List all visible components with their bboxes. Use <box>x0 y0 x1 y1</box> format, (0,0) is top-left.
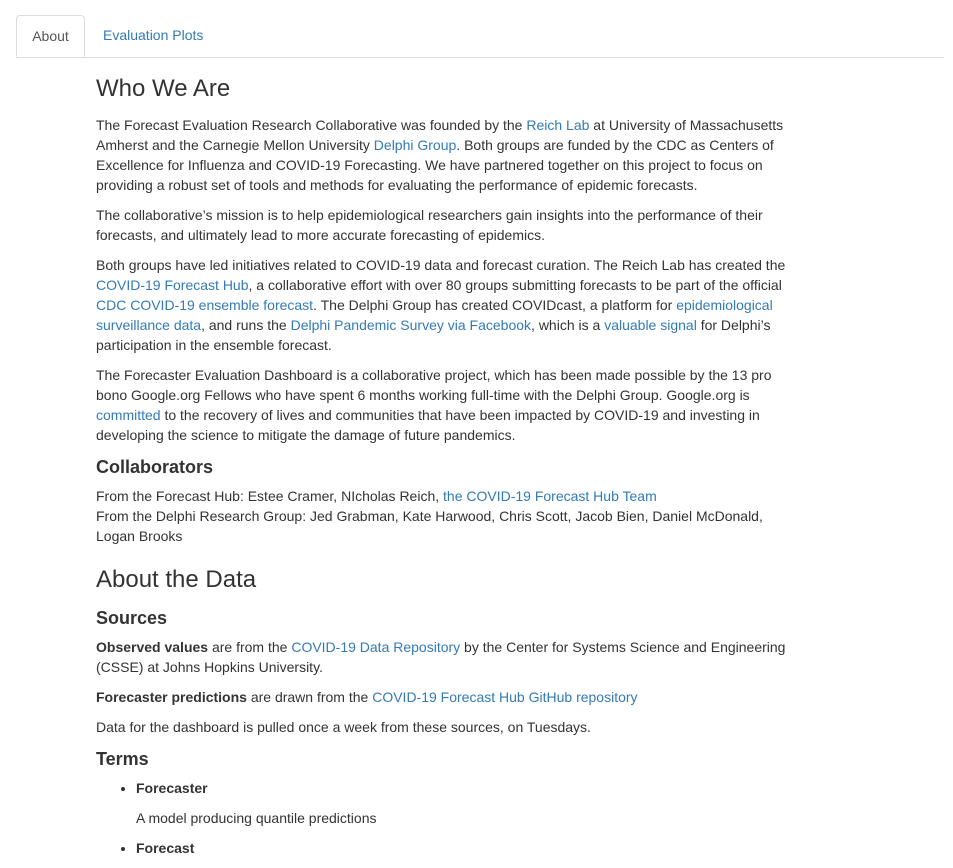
about-content <box>96 73 796 868</box>
forecaster-predictions-paragraph <box>96 687 796 707</box>
mission-paragraph: The collaborative’s mission is to help epidemiological researchers gain insights into the performance of their forecasts, and ultimately lead to more accurate forecasting of epidemics. <box>96 207 763 243</box>
initiatives-text: , a collaborative effort with over 80 groups submitting forecasts to be part of the official <box>248 277 782 293</box>
collaborators-list <box>96 486 796 546</box>
dashboard-text: to the recovery of lives and communities that have been impacted by COVID-19 and investing in developing the science to mitigate the damage of future pandemics. <box>96 407 760 443</box>
valuable-signal-link[interactable]: valuable signal <box>604 317 697 333</box>
predictions-text: are drawn from the <box>246 689 373 705</box>
initiatives-text: , which is a <box>531 317 605 333</box>
forecaster-predictions-label: Forecaster predictions <box>96 689 247 705</box>
reich-lab-link[interactable]: Reich Lab <box>526 117 590 133</box>
observed-values-label: Observed values <box>96 639 209 655</box>
about-the-data-heading: About the Data <box>96 566 257 593</box>
terms-heading: Terms <box>96 749 149 769</box>
intro-text: . Both groups are funded by the CDC as Centers of Excellence for Influenza and COVID-19 Forecasting. We have partnered together on this project to focus on providing a robust set of tools and methods for evaluating the performance of epidemic forecasts. <box>96 137 774 193</box>
tab-evaluation-plots[interactable]: Evaluation Plots <box>103 27 204 43</box>
committed-link[interactable]: committed <box>96 407 161 423</box>
initiatives-text: , and runs the <box>201 317 291 333</box>
forecast-hub-github-link[interactable]: COVID-19 Forecast Hub GitHub repository <box>372 689 638 705</box>
collaborators-heading: Collaborators <box>96 457 214 477</box>
who-we-are-heading: Who We Are <box>96 75 231 102</box>
term-name: • Forecast <box>136 840 195 856</box>
tab-bar <box>16 15 944 58</box>
observed-text: by the Center for Systems Science and Engineering (CSSE) at Johns Hopkins University. <box>96 639 786 675</box>
initiatives-text: for Delphi’s participation in the ensemble forecast. <box>96 317 771 353</box>
forecast-hub-team-link[interactable]: the COVID-19 Forecast Hub Team <box>443 488 657 504</box>
dashboard-paragraph <box>96 365 796 445</box>
delphi-collaborators: From the Delphi Research Group: Jed Grabman, Kate Harwood, Chris Scott, Jacob Bien, Daniel McDonald, Logan Brooks <box>96 508 763 544</box>
term-definition: A model producing quantile predictions <box>136 810 377 826</box>
dashboard-text: The Forecaster Evaluation Dashboard is a collaborative project, which has been made possible by the 13 pro bono Google.org Fellows who have spent 6 months working full-time with the Delphi Group. Google.org is <box>96 367 772 403</box>
pandemic-survey-link[interactable]: Delphi Pandemic Survey via Facebook <box>290 317 532 333</box>
observed-text: are from the <box>208 639 292 655</box>
surveillance-data-link[interactable]: epidemiological surveillance data <box>96 297 773 333</box>
cdc-ensemble-link[interactable]: CDC COVID-19 ensemble forecast <box>96 297 314 313</box>
term-name: • Forecaster <box>136 780 208 796</box>
tab-about[interactable]: About <box>16 15 85 57</box>
list-item <box>136 838 796 858</box>
forecast-hub-link[interactable]: COVID-19 Forecast Hub <box>96 277 249 293</box>
intro-paragraph <box>96 115 796 195</box>
list-item <box>136 778 796 828</box>
intro-text: The Forecast Evaluation Research Collaborative was founded by the <box>96 117 527 133</box>
terms-list <box>96 778 796 858</box>
sources-heading: Sources <box>96 608 168 628</box>
delphi-group-link[interactable]: Delphi Group <box>373 137 457 153</box>
initiatives-paragraph <box>96 255 796 355</box>
initiatives-text: . The Delphi Group has created COVIDcast, a platform for <box>313 297 677 313</box>
observed-values-paragraph <box>96 637 796 677</box>
intro-text: at University of Massachusetts Amherst and the Carnegie Mellon University <box>96 117 784 153</box>
covid-data-repository-link[interactable]: COVID-19 Data Repository <box>291 639 461 655</box>
forecast-hub-collaborators: From the Forecast Hub: Estee Cramer, NIcholas Reich, <box>96 488 444 504</box>
initiatives-text: Both groups have led initiatives related to COVID-19 data and forecast curation. The Reich Lab has created the <box>96 257 786 273</box>
data-pull-paragraph: Data for the dashboard is pulled once a week from these sources, on Tuesdays. <box>96 719 591 735</box>
